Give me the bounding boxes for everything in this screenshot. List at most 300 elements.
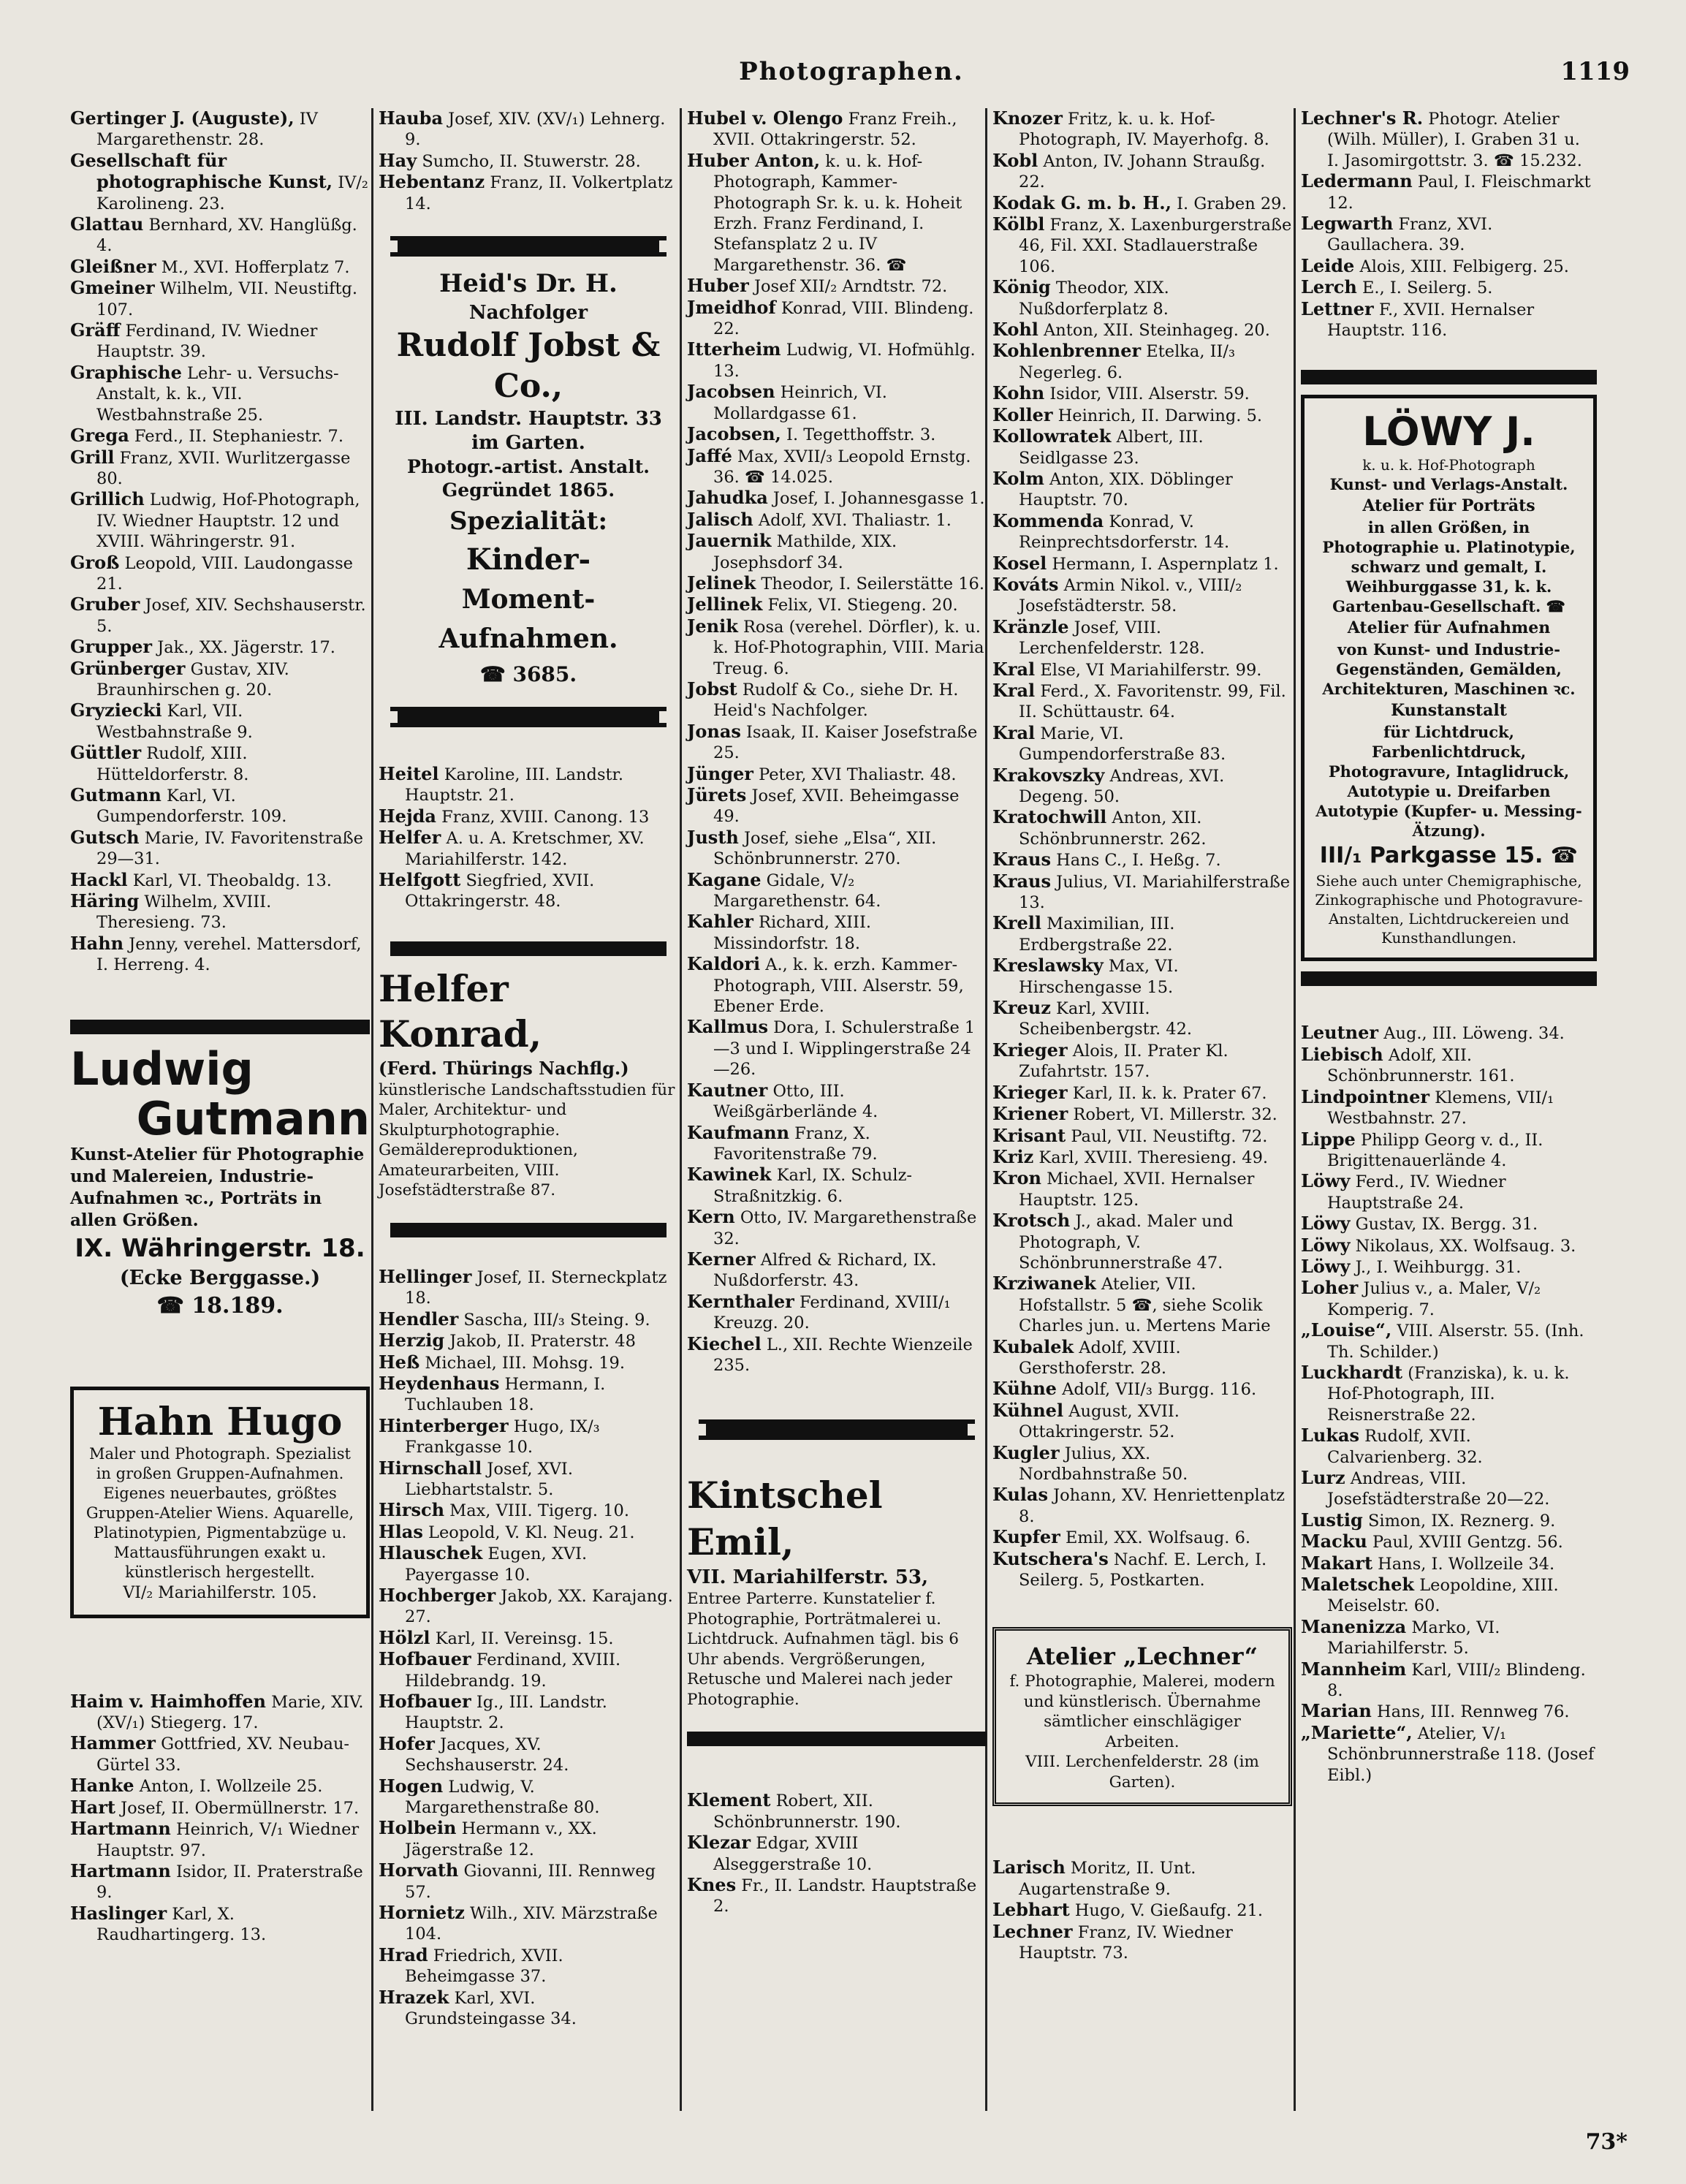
entry-name: Jauernik [687,530,772,552]
entry-name: Kaufmann [687,1121,790,1143]
entry-details: Ferdinand, XVIII. Hildebrandg. 19. [405,1650,621,1691]
entry-name: Kolm [992,467,1044,489]
entry-details: L., XII. Rechte Wienzeile 235. [713,1335,973,1375]
directory-entry [70,425,370,447]
entry-details: Alfred & Richard, IX. Nußdorferstr. 43. [713,1250,937,1291]
directory-entry [992,1210,1292,1273]
directory-entry [992,765,1292,808]
directory-entry [379,1691,678,1734]
directory-entry [70,363,370,425]
entry-details: Gottfried, XV. Neubau-Gürtel 33. [96,1734,350,1775]
separator-bar [390,941,667,956]
page-title: Photographen. [739,57,964,86]
entry-details: Peter, XVI Thaliastr. 48. [753,765,957,784]
entry-details: Ludwig, Hof-Photograph, IV. Wiedner Hauptstr. 12 und XVIII. Währingerstr. 91. [96,490,360,552]
entry-details: Hermann v., XX. Jägerstraße 12. [405,1819,597,1859]
directory-entry [379,1500,678,1521]
entry-details: August, XVII. Ottakringerstr. 52. [1019,1401,1180,1442]
entry-details: Photogr. Atelier (Wilh. Müller), I. Graben 31 u. I. Jasomirgottstr. 3. ☎ 15.232. [1327,110,1582,170]
separator-bar [390,707,667,727]
directory-entry [379,806,678,827]
footer-mark: 73* [1585,2129,1628,2155]
entry-name: Grünberger [70,657,186,679]
entry-name: Gutsch [70,826,140,848]
entry-details: Sumcho, II. Stuwerstr. 28. [417,151,641,171]
directory-entry [1301,1659,1597,1702]
entry-name: Kawinek [687,1164,772,1186]
entry-details: Rudolf, XIII. Hütteldorferstr. 8. [96,744,249,784]
entry-details: Franz, XVIII. Canong. 13 [436,807,650,827]
entry-name: Jmeidhof [687,296,776,318]
entry-name: Kränzle [992,615,1069,637]
entry-name: Holbein [379,1817,457,1839]
entry-details: Josef, XVII. Beheimgasse 49. [713,786,960,827]
entry-details: Anton, XII. Schönbrunnerstr. 262. [1019,808,1207,849]
separator-bar [687,1732,987,1746]
directory-entry [379,1860,678,1903]
entry-details: J., I. Weihburgg. 31. [1350,1257,1522,1277]
entry-name: Macku [1301,1531,1367,1552]
entry-name: Gesellschaft für photographische Kunst, [70,149,333,193]
entry-details: Max, XVII/₃ Leopold Ernstg. 36. ☎ 14.025. [713,447,971,487]
entry-details: Theodor, XIX. Nußdorferplatz 8. [1019,278,1169,319]
entry-details: Josef, siehe „Elsa“, XII. Schönbrunnerstr. 270. [713,828,937,869]
ad-title: Hahn Hugo [97,1399,343,1444]
directory-entry [687,531,987,573]
entry-details: Ferd., IV. Wiedner Hauptstraße 24. [1327,1172,1506,1213]
entry-name: Kaldori [687,953,761,975]
entry-name: Hartmann [70,1859,171,1881]
directory-entry [992,659,1292,680]
entry-name: Lippe [1301,1128,1356,1150]
directory-entry [1301,1235,1597,1256]
directory-entry [992,1443,1292,1485]
entry-details: Josef XII/₂ Arndtstr. 72. [748,277,948,297]
entry-details: Karl, IX. Schulz-Straßnitzkig. 6. [713,1166,913,1206]
directory-entry [687,594,987,615]
column-rule [680,108,682,2111]
entry-name: Manenizza [1301,1615,1407,1637]
ad-title: Heid's Dr. H. [439,269,618,299]
entry-name: Kral [992,658,1036,680]
entry-details: Andreas, VIII. Josefstädterstraße 20—22. [1327,1469,1550,1509]
entry-name: Kraus [992,870,1052,892]
entry-details: Anton, XII. Steinhageg. 20. [1038,321,1270,341]
entry-details: Franz, X. Laxenburgerstraße 46, Fil. XXI. Stadlauerstraße 106. [1019,216,1292,276]
directory-entry [687,1832,987,1875]
entry-name: Grupper [70,636,153,658]
entry-name: Hauba [379,107,444,129]
directory-entry [687,1080,987,1123]
entry-details: IV/₂ Karolineng. 23. [96,173,368,213]
entry-name: Kühnel [992,1399,1064,1421]
directory-entry [992,617,1292,659]
entry-name: Lechner's R. [1301,107,1424,129]
directory-entry [992,913,1292,955]
entry-name: Gruber [70,594,140,615]
ad-text: künstlerische Landschaftsstudien für Maler, Architektur- und Skulpturphotographie. Gemäldereproduktionen, Amateurarbeiten, VIII. Josefstädterstraße 87. [379,1080,675,1200]
directory-entry [379,764,678,806]
directory-entry [379,1267,678,1309]
ad-text: von Kunst- und Industrie-Gegenständen, Gemälden, Architekturen, Maschinen ꝛc. [1322,640,1576,699]
entry-name: Hartmann [70,1818,171,1840]
entry-name: Hrazek [379,1986,449,2008]
entry-details: (Franziska), k. u. k. Hof-Photograph, III. Reisnerstraße 22. [1327,1363,1570,1425]
entry-name: Mannheim [1301,1658,1407,1680]
directory-entry [687,1875,987,1917]
directory-entry [70,891,370,933]
entry-name: Löwy [1301,1170,1351,1192]
entry-details: Nachf. E. Lerch, I. Seilerg. 5, Postkarten. [1019,1550,1267,1590]
entry-name: Kagane [687,868,762,890]
directory-entry [992,871,1292,914]
entry-name: Hlas [379,1520,423,1542]
entry-name: Legwarth [1301,213,1394,235]
entry-name: Lechner [992,1920,1073,1942]
entry-name: Hammer [70,1732,156,1754]
entry-details: Josef, VIII. Lerchenfelderstr. 128. [1019,618,1205,659]
entry-details: Richard, XIII. Missindorfstr. 18. [713,913,871,953]
directory-entry [992,1337,1292,1379]
directory-entry [992,1273,1292,1336]
entry-details: Josef, XIV. (XV/₁) Lehnerg. 9. [405,110,666,150]
directory-entry [379,151,678,172]
ad-title: Gutmann [136,1091,370,1145]
ad-title: Ludwig [70,1042,254,1096]
ad-text: Kunst- und Verlags-Anstalt. [1329,475,1568,494]
entry-details: Hugo, V. Gießaufg. 21. [1069,1901,1264,1921]
entry-details: A. u. A. Kretschmer, XV. Mariahilferstr. 142. [405,829,645,869]
entry-details: Heinrich, II. Darwing. 5. [1052,406,1263,425]
entry-name: Jacobsen [687,381,775,403]
directory-entry [687,297,987,340]
entry-name: Kahler [687,911,753,933]
directory-entry [1301,1171,1597,1213]
directory-entry [992,193,1292,214]
entry-name: Krieger [992,1039,1068,1061]
entry-name: Hirnschall [379,1457,482,1479]
entry-name: Justh [687,826,739,848]
column-rule [1294,108,1296,2111]
entry-details: Michael, III. Mohsg. 19. [419,1353,625,1373]
directory-entry [687,954,987,1017]
entry-name: Kral [992,679,1036,701]
entry-details: Armin Nikol. v., VIII/₂ Josefstädterstr. 58. [1019,575,1242,616]
entry-details: Simon, IX. Reznerg. 9. [1362,1511,1556,1531]
entry-details: Ig., III. Landstr. Hauptstr. 2. [405,1693,607,1733]
directory-entry [70,1861,370,1903]
directory-entry [70,108,370,151]
entry-details: Giovanni, III. Rennweg 57. [405,1862,656,1902]
entry-details: Lehr- u. Versuchs-Anstalt, k. k., VII. Westbahnstraße 25. [96,363,339,425]
directory-entry [687,1207,987,1249]
ad-title: Atelier „Lechner“ [1026,1642,1258,1671]
directory-entry [992,108,1292,151]
entry-details: M., XVI. Hofferplatz 7. [156,257,350,277]
directory-entry [992,1400,1292,1443]
entry-name: Heydenhaus [379,1372,500,1394]
column-4 [992,108,1292,1963]
ad-kintschel-emil [687,1472,987,1710]
ad-text: Spezialität: [449,507,608,536]
column-3 [687,108,987,1917]
separator-bar [1301,370,1597,384]
ad-text: Maler und Photograph. Spezialist in großen Gruppen-Aufnahmen. Eigenes neuerbautes, größtes Gruppen-Atelier Wiens. Aquarelle, Platinotypien, Pigmentabzüge u. Mattausführungen exakt u. künstlerisch hergestellt. [86,1444,354,1581]
entry-details: Isidor, VIII. Alserstr. 59. [1044,384,1250,404]
entry-name: Kautner [687,1079,768,1101]
entry-details: I. Graben 29. [1172,194,1287,213]
directory-entry [379,1416,678,1458]
directory-entry [687,509,987,531]
directory-entry [1301,171,1597,213]
directory-entry [1301,1531,1597,1552]
entry-details: Julius, XX. Nordbahnstraße 50. [1019,1444,1188,1484]
entry-details: Rosa (verehel. Dörfler), k. u. k. Hof-Photographin, VIII. Maria Treug. 6. [713,617,984,678]
entry-name: Grega [70,425,129,447]
entry-name: Jobst [687,678,737,699]
entry-name: Hofer [379,1732,435,1754]
ad-text: Kinder- [466,542,591,577]
ad-text: Atelier für Porträts [1362,496,1535,516]
entry-name: Luckhardt [1301,1361,1403,1383]
entry-details: Max, VI. Hirschengasse 15. [1019,957,1179,997]
directory-entry [687,382,987,424]
directory-entry [992,405,1292,426]
directory-entry [70,1733,370,1775]
page-header [73,57,1630,94]
ad-text: (Ferd. Thürings Nachflg.) [379,1057,629,1079]
entry-name: Krell [992,912,1042,934]
entry-details: Theodor, I. Seilerstätte 16. [756,574,984,594]
entry-name: Hahn [70,932,124,954]
entry-details: Ferd., II. Stephaniestr. 7. [129,427,344,447]
entry-details: Gustav, IX. Bergg. 31. [1350,1215,1538,1235]
entry-name: Kodak G. m. b. H., [992,192,1172,213]
entry-details: Rudolf & Co., siehe Dr. H. Heid's Nachfolger. [713,680,959,721]
entry-name: Herzig [379,1330,445,1351]
directory-entry [992,511,1292,553]
entry-details: Leopold, V. Kl. Neug. 21. [422,1523,635,1542]
entry-details: Emil, XX. Wolfsaug. 6. [1060,1528,1251,1548]
entry-name: Makart [1301,1552,1373,1574]
ad-title: Helfer Konrad, [379,966,542,1055]
ad-address: III/₁ Parkgasse 15. ☎ [1319,843,1579,869]
entry-name: Löwy [1301,1234,1351,1256]
directory-entry [687,1249,987,1292]
entry-details: Michael, XVII. Hernalser Hauptstr. 125. [1019,1169,1255,1210]
entry-details: Hans, I. Wollzeile 34. [1372,1554,1555,1574]
entry-details: Ferd., X. Favoritenstr. 99, Fil. II. Schüttaustr. 64. [1019,681,1286,722]
entry-details: Wilhelm, XVIII. Theresieng. 73. [96,892,272,933]
entry-details: Adolf, XII. Schönbrunnerstr. 161. [1327,1045,1515,1086]
entry-name: Lindpointner [1301,1085,1430,1107]
directory-entry [687,339,987,382]
entry-name: Hanke [70,1775,134,1797]
entry-name: Kallmus [687,1016,768,1038]
directory-entry [1301,1468,1597,1510]
directory-entry [992,1168,1292,1210]
entry-details: Bernhard, XV. Hanglüßg. 4. [96,216,357,256]
ad-phone: ☎ 3685. [479,662,577,687]
entry-name: Leide [1301,254,1355,276]
entry-name: Lustig [1301,1509,1363,1531]
entry-details: Maximilian, III. Erdbergstraße 22. [1019,914,1175,955]
entry-name: Larisch [992,1857,1066,1878]
entry-details: Gidale, V/₂ Margarethenstr. 64. [713,871,881,911]
directory-entry [1301,1723,1597,1786]
entry-name: Kölbl [992,213,1045,235]
directory-entry [1301,1213,1597,1235]
entry-details: Franz, XVII. Wurlitzergasse 80. [96,448,351,488]
entry-details: E., I. Seilerg. 5. [1356,278,1493,298]
entry-details: k. u. k. Hof-Photograph, Kammer-Photograph Sr. k. u. k. Hoheit Erzh. Franz Ferdinand, I. Stefansplatz 2 u. IV Margarethenstr. 36. ☎ [713,151,962,275]
entry-details: Jenny, verehel. Mattersdorf, I. Herreng. 4. [96,934,362,975]
entry-name: Kral [992,721,1036,743]
directory-entry [70,1819,370,1861]
entry-name: „Mariette“, [1301,1721,1413,1743]
ad-text: (Ecke Berggasse.) [119,1266,321,1289]
entry-details: Alois, XIII. Felbigerg. 25. [1354,257,1569,276]
entry-details: Atelier, VII. Hofstallstr. 5 ☎, siehe Scolik Charles jun. u. Mertens Marie [1019,1275,1271,1336]
directory-entry [70,594,370,637]
entry-name: Hochberger [379,1584,496,1606]
directory-entry [992,383,1292,404]
entry-name: Kernthaler [687,1290,794,1312]
entry-name: Hart [70,1796,115,1818]
entry-details: Atelier, V/₁ Schönbrunnerstraße 118. (Josef Eibl.) [1327,1724,1595,1785]
directory-entry [992,426,1292,469]
directory-entry [687,1017,987,1080]
entry-details: Siegfried, XVII. Ottakringerstr. 48. [405,871,595,911]
separator-bar [390,1223,667,1237]
entry-details: Josef, II. Obermüllnerstr. 17. [115,1798,360,1818]
ad-text: Atelier für Aufnahmen [1347,618,1551,638]
directory-entry [992,807,1292,849]
directory-entry [70,489,370,552]
entry-name: Hubel v. Olengo [687,107,843,129]
directory-entry [992,1104,1292,1125]
ad-text: Entree Parterre. Kunstatelier f. Photographie, Porträtmalerei u. Lichtdruck. Aufnahmen tägl. bis 6 Uhr abends. Vergrößerungen, Retusche und Malerei nach jeder Photographie. [687,1590,959,1709]
directory-entry [70,1775,370,1797]
ad-address: VI/₂ Mariahilferstr. 105. [123,1583,317,1602]
directory-entry [379,1734,678,1776]
entry-details: Dora, I. Schulerstraße 1—3 und I. Wipplingerstraße 24—26. [713,1018,976,1080]
entry-details: Sascha, III/₃ Steing. 9. [458,1310,650,1330]
entry-details: Fritz, k. u. k. Hof-Photograph, IV. Mayerhofg. 8. [1019,110,1269,150]
entry-name: Kreslawsky [992,955,1104,977]
directory-entry [1301,1617,1597,1659]
entry-details: Hans, III. Rennweg 76. [1371,1702,1570,1722]
entry-name: Marian [1301,1700,1372,1722]
entry-name: Gutmann [70,784,162,805]
entry-name: Kollowratek [992,425,1112,447]
directory-entry [992,1527,1292,1548]
entry-details: Moritz, II. Unt. Augartenstraße 9. [1019,1859,1196,1899]
directory-entry [1301,1425,1597,1468]
directory-entry [70,553,370,595]
directory-entry [992,341,1292,383]
ad-text: k. u. k. Hof-Photograph [1362,456,1535,474]
ad-text: Moment-Aufnahmen. [438,584,618,655]
directory-entry [379,1585,678,1628]
entry-name: Kron [992,1167,1041,1189]
directory-entry [687,573,987,594]
directory-entry [992,1082,1292,1104]
entry-details: Eugen, XVI. Payergasse 10. [405,1544,588,1585]
entry-details: Andreas, XVI. Degeng. 50. [1019,766,1225,806]
entry-details: Wilh., XIV. Märzstraße 104. [405,1904,658,1944]
entry-name: Gleißner [70,255,156,277]
entry-name: Hejda [379,805,436,827]
entry-name: Groß [70,551,120,573]
entry-name: Hlauschek [379,1542,483,1564]
entry-details: Franz Freih., XVII. Ottakringerstr. 52. [713,110,957,150]
directory-entry [1301,1256,1597,1278]
entry-name: Hay [379,149,417,171]
column-5 [1301,108,1597,1786]
entry-details: Josef, II. Sterneckplatz 18. [405,1267,667,1308]
directory-entry [70,1691,370,1734]
entry-details: Hans C., I. Heßg. 7. [1051,851,1221,871]
directory-entry [687,616,987,679]
directory-entry [687,721,987,764]
entry-name: Kohl [992,319,1038,341]
directory-entry [379,172,678,214]
entry-details: Leopold, VIII. Laudongasse 21. [96,553,353,594]
entry-details: Felix, VI. Stiegeng. 20. [762,596,958,615]
directory-entry [992,1857,1292,1900]
directory-entry [992,1379,1292,1400]
entry-details: Wilhelm, VII. Neustiftg. 107. [96,279,358,319]
entry-name: Hornietz [379,1902,465,1924]
directory-entry [379,1945,678,1987]
ad-text: Nachfolger [468,302,588,325]
directory-entry [379,1352,678,1373]
ad-text: in allen Größen, in Photographie u. Platinotypie, schwarz und gemalt, I. Weihburggasse 31, k. k. Gartenbau-Gesellschaft. ☎ [1322,518,1576,616]
entry-name: Hrad [379,1944,428,1965]
directory-entry [687,424,987,445]
directory-entry [687,827,987,870]
entry-details: Otto, III. Weißgärberlände 4. [713,1081,878,1122]
directory-entry [992,723,1292,765]
entry-details: Hermann, I. Aspernplatz 1. [1047,554,1279,574]
entry-details: Franz, IV. Wiedner Hauptstr. 73. [1019,1922,1233,1963]
entry-details: Klemens, VII/₁ Westbahnstr. 27. [1327,1088,1554,1129]
entry-details: Gustav, XIV. Braunhirschen g. 20. [96,659,289,699]
entry-name: Gmeiner [70,277,155,299]
entry-name: Lettner [1301,297,1374,319]
entry-name: Löwy [1301,1255,1351,1277]
entry-name: Löwy [1301,1213,1351,1235]
entry-details: Anton, XIX. Döblinger Hauptstr. 70. [1019,469,1233,510]
entry-name: Kosel [992,552,1047,574]
directory-entry [992,1126,1292,1147]
entry-details: Ludwig, V. Margarethenstraße 80. [405,1777,600,1818]
directory-entry [687,151,987,276]
directory-entry [992,277,1292,319]
entry-details: Karl, VI. Gumpendorferstr. 109. [96,786,287,827]
directory-entry [1301,277,1597,298]
entry-name: Horvath [379,1859,459,1881]
entry-name: Itterheim [687,338,781,360]
entry-name: Jacobsen, [687,423,781,445]
directory-entry [70,320,370,363]
directory-entry [70,637,370,658]
directory-entry [1301,1044,1597,1087]
directory-entry [992,998,1292,1040]
entry-name: Hogen [379,1775,444,1797]
ad-hahn-hugo [70,1387,370,1618]
